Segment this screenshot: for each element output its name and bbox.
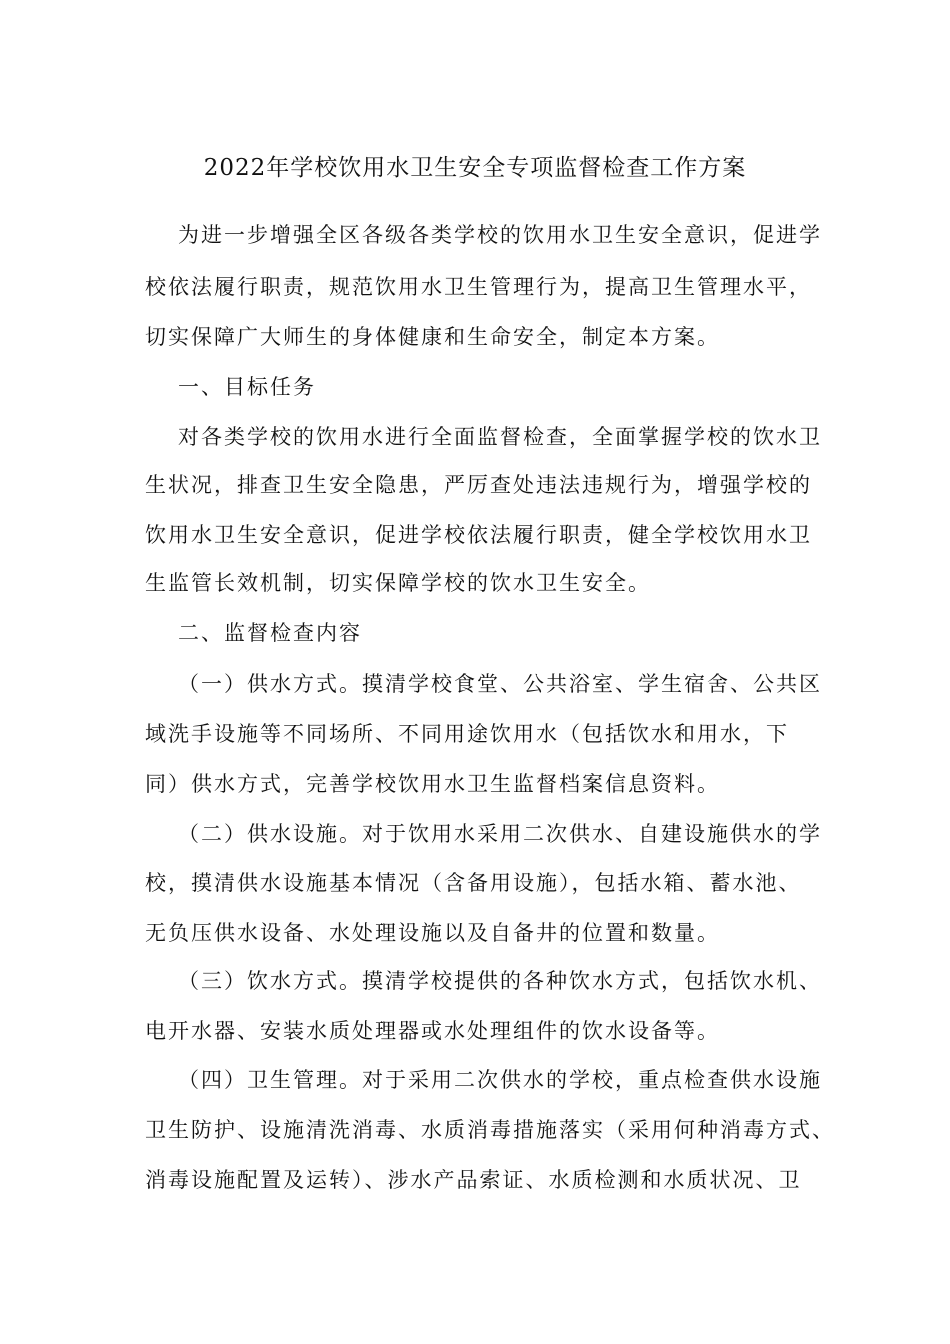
paragraph-line: 对各类学校的饮用水进行全面监督检查，全面掌握学校的饮水卫	[178, 425, 822, 449]
paragraph-line: （二）供水设施。对于饮用水采用二次供水、自建设施供水的学	[178, 822, 822, 846]
paragraph-line: （四）卫生管理。对于采用二次供水的学校，重点检查供水设施	[178, 1068, 822, 1092]
paragraph-line: 同）供水方式，完善学校饮用水卫生监督档案信息资料。	[145, 772, 720, 796]
paragraph-line: 域洗手设施等不同场所、不同用途饮用水（包括饮水和用水，下	[145, 722, 789, 746]
paragraph-line: 饮用水卫生安全意识，促进学校依法履行职责，健全学校饮用水卫	[145, 523, 812, 547]
document-title: 2022年学校饮用水卫生安全专项监督检查工作方案	[203, 155, 747, 181]
paragraph-line: 无负压供水设备、水处理设施以及自备井的位置和数量。	[145, 921, 720, 945]
paragraph-line: 校依法履行职责，规范饮用水卫生管理行为，提高卫生管理水平，	[145, 275, 812, 299]
paragraph-line: 卫生防护、设施清洗消毒、水质消毒措施落实（采用何种消毒方式、	[145, 1118, 835, 1142]
paragraph-line: 为进一步增强全区各级各类学校的饮用水卫生安全意识，促进学	[178, 223, 822, 247]
paragraph-line: 生监管长效机制，切实保障学校的饮水卫生安全。	[145, 571, 651, 595]
paragraph-line: 生状况，排查卫生安全隐患，严厉查处违法违规行为，增强学校的	[145, 473, 812, 497]
section-heading: 一、目标任务	[178, 375, 316, 399]
section-heading: 二、监督检查内容	[178, 621, 362, 645]
paragraph-line: 校，摸清供水设施基本情况（含备用设施），包括水箱、蓄水池、	[145, 871, 802, 895]
paragraph-line: （三）饮水方式。摸清学校提供的各种饮水方式，包括饮水机、	[178, 969, 822, 993]
paragraph-line: 切实保障广大师生的身体健康和生命安全，制定本方案。	[145, 325, 720, 349]
paragraph-line: （一）供水方式。摸清学校食堂、公共浴室、学生宿舍、公共区	[178, 672, 822, 696]
paragraph-line: 消毒设施配置及运转）、涉水产品索证、水质检测和水质状况、卫	[145, 1168, 802, 1192]
paragraph-line: 电开水器、安装水质处理器或水处理组件的饮水设备等。	[145, 1019, 720, 1043]
